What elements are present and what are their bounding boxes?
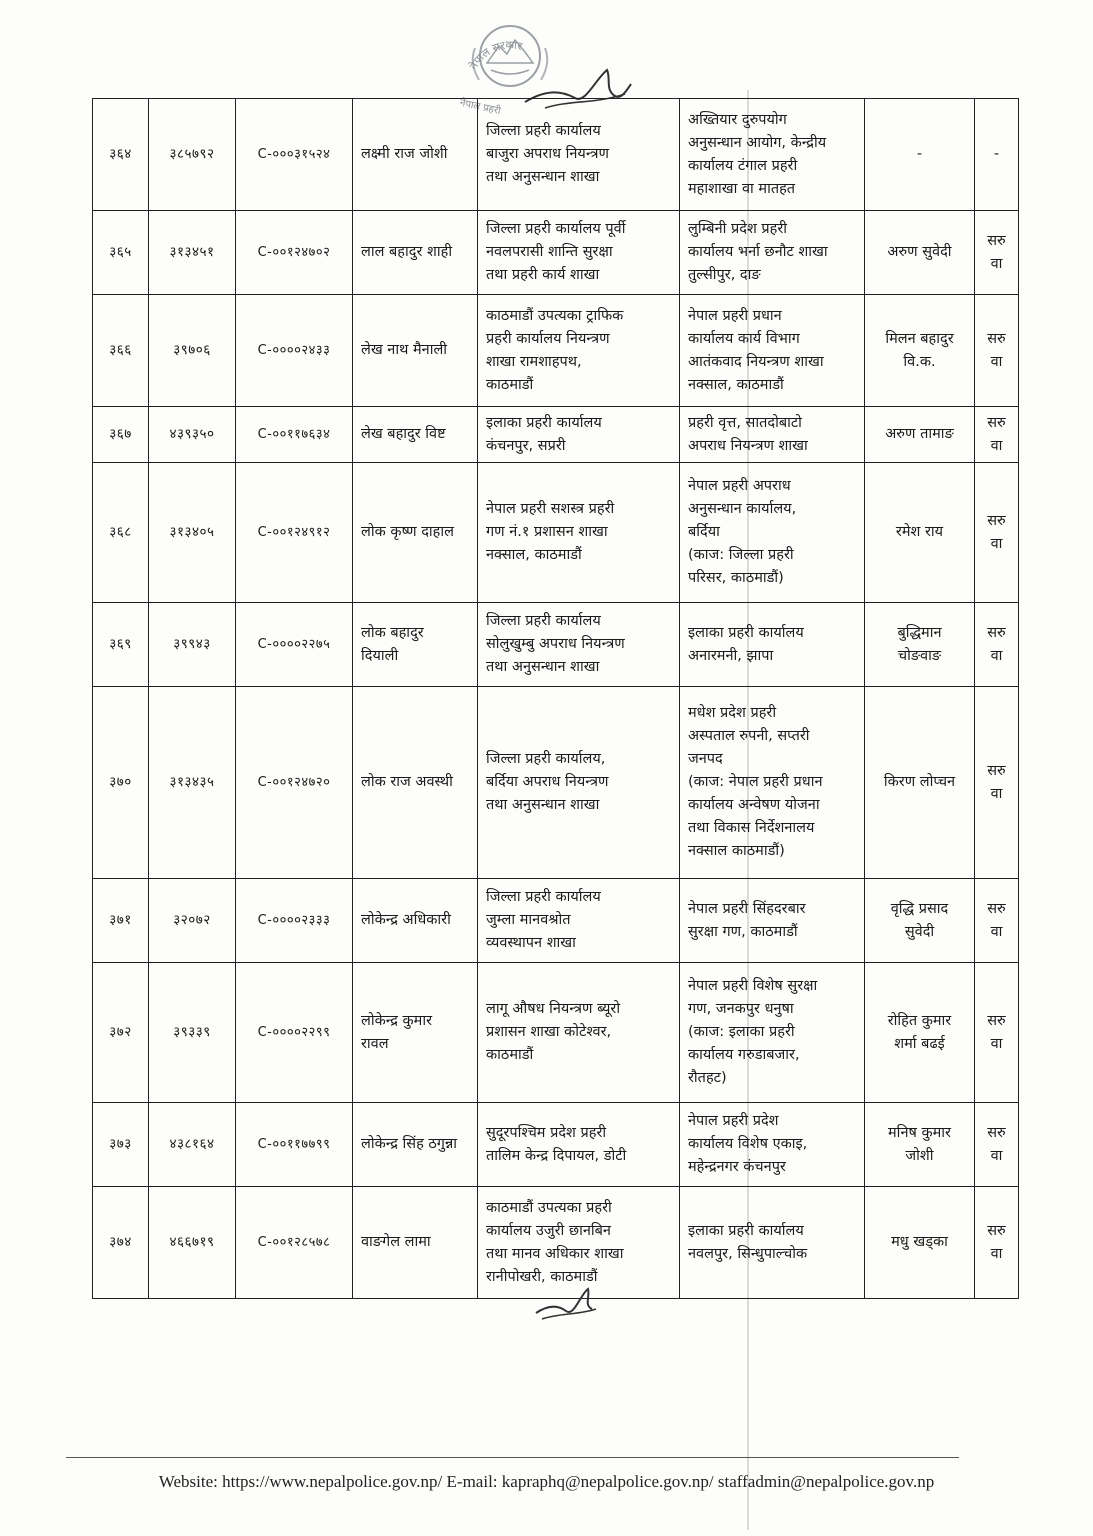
replacement-officer-cell: अरुण तामाङ	[865, 407, 975, 463]
employee-name-cell: लोकेन्द्र कुमार रावल	[353, 963, 478, 1103]
table-row	[93, 211, 1019, 295]
code-number-cell: C-००००२४३३	[236, 295, 353, 407]
employee-name-cell: वाङगेल लामा	[353, 1187, 478, 1299]
seal-text: नेपाल सरकार	[466, 38, 524, 72]
serial-number-cell: ३६४	[93, 99, 149, 211]
remark-cell: सरुवा	[975, 963, 1019, 1103]
employee-name-cell: लेख बहादुर विष्ट	[353, 407, 478, 463]
transfer-office-cell: लुम्बिनी प्रदेश प्रहरी कार्यालय भर्ना छनौट शाखा तुल्सीपुर, दाङ	[680, 211, 865, 295]
current-office-cell: काठमाडौं उपत्यका ट्राफिक प्रहरी कार्यालय नियन्त्रण शाखा रामशाहपथ, काठमाडौं	[478, 295, 680, 407]
serial-number-cell: ३६८	[93, 463, 149, 603]
employee-name-cell: लेख नाथ मैनाली	[353, 295, 478, 407]
current-office-cell: इलाका प्रहरी कार्यालय कंचनपुर, सप्ररी	[478, 407, 680, 463]
police-number-cell: ४३९३५०	[149, 407, 236, 463]
remark-cell: सरुवा	[975, 687, 1019, 879]
serial-number-cell: ३७४	[93, 1187, 149, 1299]
table-row	[93, 407, 1019, 463]
code-number-cell: C-००११७७९९	[236, 1103, 353, 1187]
employee-name-cell: लोक बहादुर दियाली	[353, 603, 478, 687]
police-number-cell: ३२०७२	[149, 879, 236, 963]
employee-name-cell: लोकेन्द्र सिंह ठगुन्ना	[353, 1103, 478, 1187]
table-row	[93, 463, 1019, 603]
police-number-cell: ३९९४३	[149, 603, 236, 687]
code-number-cell: C-००१२८५७८	[236, 1187, 353, 1299]
transfer-office-cell: इलाका प्रहरी कार्यालय नवलपुर, सिन्धुपाल्चोक	[680, 1187, 865, 1299]
replacement-officer-cell: रोहित कुमार शर्मा बढई	[865, 963, 975, 1103]
records-table	[92, 98, 1019, 1299]
code-number-cell: C-००१२४७२०	[236, 687, 353, 879]
footer-contact: Website: https://www.nepalpolice.gov.np/ E-mail: kapraphq@nepalpolice.gov.np/ staffadmin@nepalpolice.gov.np	[158, 1472, 935, 1491]
replacement-officer-cell: -	[865, 99, 975, 211]
serial-number-cell: ३६९	[93, 603, 149, 687]
remark-cell: सरुवा	[975, 463, 1019, 603]
remark-cell: सरुवा	[975, 211, 1019, 295]
table-row	[93, 295, 1019, 407]
remark-cell: सरुवा	[975, 1187, 1019, 1299]
police-number-cell: ३१३४३५	[149, 687, 236, 879]
transfer-office-cell: नेपाल प्रहरी विशेष सुरक्षा गण, जनकपुर धनुषा (काज: इलाका प्रहरी कार्यालय गरुडाबजार, रौतहट)	[680, 963, 865, 1103]
code-number-cell: C-००००२२७५	[236, 603, 353, 687]
records-body	[93, 99, 1019, 1299]
table-row	[93, 99, 1019, 211]
serial-number-cell: ३७३	[93, 1103, 149, 1187]
current-office-cell: काठमाडौं उपत्यका प्रहरी कार्यालय उजुरी छानबिन तथा मानव अधिकार शाखा रानीपोखरी, काठमाडौं	[478, 1187, 680, 1299]
remark-cell: सरुवा	[975, 879, 1019, 963]
code-number-cell: C-००१२४९१२	[236, 463, 353, 603]
table-row	[93, 1103, 1019, 1187]
serial-number-cell: ३६६	[93, 295, 149, 407]
remark-cell: -	[975, 99, 1019, 211]
footer-divider	[66, 1457, 959, 1458]
code-number-cell: C-००००२२९९	[236, 963, 353, 1103]
table-row	[93, 963, 1019, 1103]
transfer-office-cell: इलाका प्रहरी कार्यालय अनारमनी, झापा	[680, 603, 865, 687]
employee-name-cell: लाल बहादुर शाही	[353, 211, 478, 295]
police-number-cell: ३९७०६	[149, 295, 236, 407]
remark-cell: सरुवा	[975, 295, 1019, 407]
replacement-officer-cell: मधु खड्का	[865, 1187, 975, 1299]
current-office-cell: जिल्ला प्रहरी कार्यालय पूर्वी नवलपरासी शान्ति सुरक्षा तथा प्रहरी कार्य शाखा	[478, 211, 680, 295]
current-office-cell: सुदूरपश्चिम प्रदेश प्रहरी तालिम केन्द्र दिपायल, डोटी	[478, 1103, 680, 1187]
current-office-cell: जिल्ला प्रहरी कार्यालय बाजुरा अपराध नियन्त्रण तथा अनुसन्धान शाखा	[478, 99, 680, 211]
code-number-cell: C-००११७६३४	[236, 407, 353, 463]
current-office-cell: जिल्ला प्रहरी कार्यालय, बर्दिया अपराध नियन्त्रण तथा अनुसन्धान शाखा	[478, 687, 680, 879]
serial-number-cell: ३६७	[93, 407, 149, 463]
transfer-office-cell: नेपाल प्रहरी प्रधान कार्यालय कार्य विभाग आतंकवाद नियन्त्रण शाखा नक्साल, काठमाडौं	[680, 295, 865, 407]
transfer-office-cell: प्रहरी वृत्त, सातदोबाटो अपराध नियन्त्रण शाखा	[680, 407, 865, 463]
code-number-cell: C-०००३१५२४	[236, 99, 353, 211]
replacement-officer-cell: मनिष कुमार जोशी	[865, 1103, 975, 1187]
transfer-office-cell: मधेश प्रदेश प्रहरी अस्पताल रुपनी, सप्तरी जनपद (काज: नेपाल प्रहरी प्रधान कार्यालय अन्वेषण योजना तथा विकास निर्देशनालय नक्साल काठमाडौं)	[680, 687, 865, 879]
table-row	[93, 603, 1019, 687]
current-office-cell: जिल्ला प्रहरी कार्यालय जुम्ला मानवश्रोत व्यवस्थापन शाखा	[478, 879, 680, 963]
stamp-text: नेपाल प्रहरी	[458, 97, 502, 117]
current-office-cell: नेपाल प्रहरी सशस्त्र प्रहरी गण नं.१ प्रशासन शाखा नक्साल, काठमाडौं	[478, 463, 680, 603]
replacement-officer-cell: किरण लोप्चन	[865, 687, 975, 879]
police-number-cell: ४३८१६४	[149, 1103, 236, 1187]
replacement-officer-cell: मिलन बहादुर वि.क.	[865, 295, 975, 407]
signature-bottom-icon	[530, 1283, 600, 1325]
police-number-cell: ३१३४०५	[149, 463, 236, 603]
employee-name-cell: लोक राज अवस्थी	[353, 687, 478, 879]
remark-cell: सरुवा	[975, 1103, 1019, 1187]
remark-cell: सरुवा	[975, 407, 1019, 463]
employee-name-cell: लक्ष्मी राज जोशी	[353, 99, 478, 211]
police-number-cell: ३८५७९२	[149, 99, 236, 211]
table-row	[93, 1187, 1019, 1299]
code-number-cell: C-००१२४७०२	[236, 211, 353, 295]
replacement-officer-cell: अरुण सुवेदी	[865, 211, 975, 295]
police-number-cell: ३१३४५१	[149, 211, 236, 295]
transfer-office-cell: नेपाल प्रहरी प्रदेश कार्यालय विशेष एकाइ, महेन्द्रनगर कंचनपुर	[680, 1103, 865, 1187]
table-row	[93, 687, 1019, 879]
current-office-cell: लागू औषध नियन्त्रण ब्यूरो प्रशासन शाखा कोटेश्वर, काठमाडौं	[478, 963, 680, 1103]
serial-number-cell: ३७१	[93, 879, 149, 963]
replacement-officer-cell: रमेश राय	[865, 463, 975, 603]
transfer-office-cell: नेपाल प्रहरी सिंहदरबार सुरक्षा गण, काठमाडौं	[680, 879, 865, 963]
serial-number-cell: ३७२	[93, 963, 149, 1103]
remark-cell: सरुवा	[975, 603, 1019, 687]
serial-number-cell: ३७०	[93, 687, 149, 879]
transfer-office-cell: नेपाल प्रहरी अपराध अनुसन्धान कार्यालय, बर्दिया (काज: जिल्ला प्रहरी परिसर, काठमाडौं)	[680, 463, 865, 603]
police-number-cell: ३९३३९	[149, 963, 236, 1103]
replacement-officer-cell: बुद्धिमान चोङवाङ	[865, 603, 975, 687]
employee-name-cell: लोक कृष्ण दाहाल	[353, 463, 478, 603]
transfer-office-cell: अख्तियार दुरुपयोग अनुसन्धान आयोग, केन्द्रीय कार्यालय टंगाल प्रहरी महाशाखा वा मातहत	[680, 99, 865, 211]
current-office-cell: जिल्ला प्रहरी कार्यालय सोलुखुम्बु अपराध नियन्त्रण तथा अनुसन्धान शाखा	[478, 603, 680, 687]
employee-name-cell: लोकेन्द्र अधिकारी	[353, 879, 478, 963]
replacement-officer-cell: वृद्धि प्रसाद सुवेदी	[865, 879, 975, 963]
police-number-cell: ४६६७१९	[149, 1187, 236, 1299]
code-number-cell: C-००००२३३३	[236, 879, 353, 963]
table-row	[93, 879, 1019, 963]
serial-number-cell: ३६५	[93, 211, 149, 295]
